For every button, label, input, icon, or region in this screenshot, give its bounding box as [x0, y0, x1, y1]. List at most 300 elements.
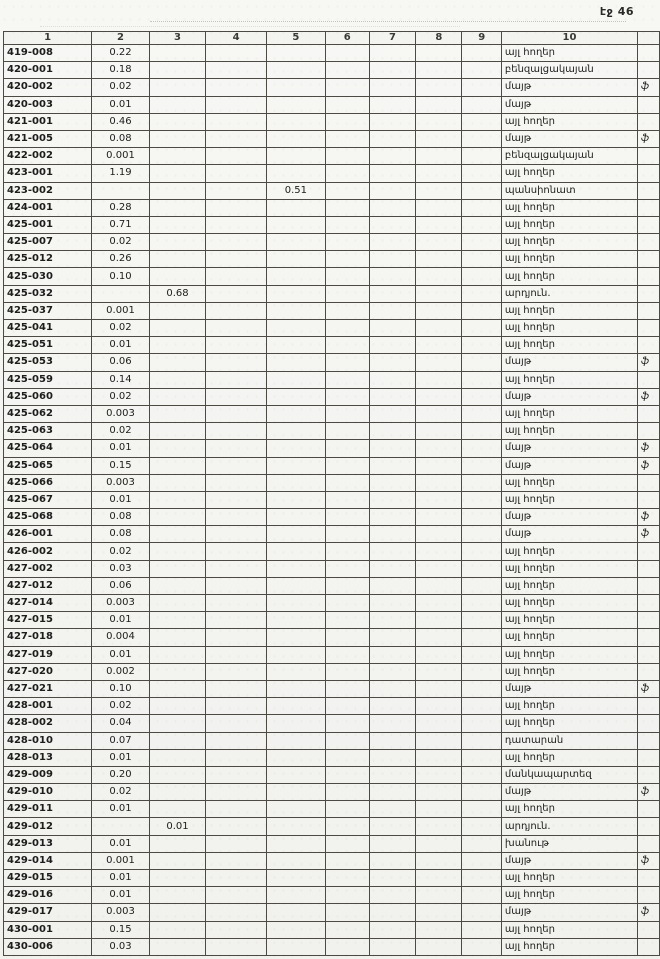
table-row: [4, 268, 660, 285]
table-row: [4, 96, 660, 113]
code-cell: 425-068: [4, 509, 92, 526]
empty-cell: [325, 646, 369, 663]
empty-cell: [416, 509, 462, 526]
code-cell: 421-005: [4, 130, 92, 147]
empty-cell: [462, 371, 501, 388]
margin-cell: [638, 148, 660, 165]
area-col3-cell: [149, 457, 205, 474]
area-col3-cell: [149, 199, 205, 216]
empty-cell: [325, 216, 369, 233]
margin-cell: [638, 749, 660, 766]
landuse-cell: այլ հողեր: [501, 560, 637, 577]
margin-cell: [638, 337, 660, 354]
empty-cell: [369, 62, 415, 79]
empty-cell: [416, 457, 462, 474]
empty-cell: [206, 337, 267, 354]
landuse-cell: մայթ: [501, 457, 637, 474]
table-row: [4, 784, 660, 801]
empty-cell: [206, 45, 267, 62]
empty-cell: [206, 784, 267, 801]
empty-cell: [325, 371, 369, 388]
empty-cell: [369, 577, 415, 594]
empty-cell: [206, 663, 267, 680]
area-col5-cell: [267, 612, 325, 629]
empty-cell: [462, 216, 501, 233]
table-row: [4, 921, 660, 938]
empty-cell: [206, 113, 267, 130]
empty-cell: [416, 130, 462, 147]
empty-cell: [206, 216, 267, 233]
empty-cell: [416, 870, 462, 887]
empty-cell: [462, 388, 501, 405]
landuse-cell: մայթ: [501, 509, 637, 526]
margin-cell: [638, 543, 660, 560]
empty-cell: [416, 79, 462, 96]
empty-cell: [325, 113, 369, 130]
empty-cell: [416, 560, 462, 577]
area-col3-cell: [149, 801, 205, 818]
empty-cell: [462, 268, 501, 285]
code-cell: 425-051: [4, 337, 92, 354]
empty-cell: [369, 904, 415, 921]
empty-cell: [325, 749, 369, 766]
table-row: [4, 182, 660, 199]
area-col2-cell: 0.14: [92, 371, 150, 388]
area-col3-cell: [149, 629, 205, 646]
landuse-cell: արդյուն.: [501, 818, 637, 835]
table-row: [4, 474, 660, 491]
empty-cell: [416, 337, 462, 354]
table-row: [4, 130, 660, 147]
code-cell: 425-062: [4, 405, 92, 422]
area-col5-cell: 0.51: [267, 182, 325, 199]
landuse-cell: այլ հողեր: [501, 216, 637, 233]
area-col3-cell: [149, 749, 205, 766]
landuse-cell: մայթ: [501, 388, 637, 405]
empty-cell: [206, 354, 267, 371]
code-cell: 429-010: [4, 784, 92, 801]
area-col3-cell: [149, 251, 205, 268]
landuse-cell: այլ հողեր: [501, 870, 637, 887]
empty-cell: [369, 45, 415, 62]
table-header: [4, 32, 660, 45]
area-col2-cell: 0.15: [92, 457, 150, 474]
empty-cell: [206, 818, 267, 835]
empty-cell: [325, 234, 369, 251]
empty-cell: [462, 440, 501, 457]
code-cell: 429-012: [4, 818, 92, 835]
landuse-cell: այլ հողեր: [501, 302, 637, 319]
area-col5-cell: [267, 870, 325, 887]
landuse-cell: այլ հողեր: [501, 234, 637, 251]
area-col5-cell: [267, 423, 325, 440]
area-col5-cell: [267, 801, 325, 818]
area-col2-cell: 0.06: [92, 577, 150, 594]
empty-cell: [206, 165, 267, 182]
area-col2-cell: 0.04: [92, 715, 150, 732]
landuse-cell: դատարան: [501, 732, 637, 749]
area-col5-cell: [267, 749, 325, 766]
empty-cell: [462, 491, 501, 508]
handwritten-margin-note: ֆ: [638, 440, 660, 457]
code-cell: 429-015: [4, 870, 92, 887]
scan-artifact: [40, 26, 460, 27]
handwritten-margin-note: ֆ: [638, 526, 660, 543]
column-header: 1: [4, 32, 92, 45]
area-col5-cell: [267, 79, 325, 96]
empty-cell: [325, 560, 369, 577]
table-row: [4, 388, 660, 405]
empty-cell: [325, 612, 369, 629]
code-cell: 425-037: [4, 302, 92, 319]
empty-cell: [369, 835, 415, 852]
scan-artifact: [150, 21, 626, 22]
table-row: [4, 595, 660, 612]
column-header: 9: [462, 32, 501, 45]
table-row: [4, 113, 660, 130]
area-col3-cell: [149, 870, 205, 887]
empty-cell: [416, 388, 462, 405]
area-col5-cell: [267, 405, 325, 422]
landuse-cell: մայթ: [501, 526, 637, 543]
empty-cell: [369, 680, 415, 697]
empty-cell: [369, 629, 415, 646]
margin-cell: [638, 62, 660, 79]
landuse-cell: մայթ: [501, 354, 637, 371]
code-cell: 429-009: [4, 766, 92, 783]
area-col3-cell: [149, 62, 205, 79]
landuse-cell: մայթ: [501, 440, 637, 457]
empty-cell: [206, 302, 267, 319]
empty-cell: [462, 663, 501, 680]
table-row: [4, 457, 660, 474]
area-col3-cell: [149, 887, 205, 904]
empty-cell: [462, 474, 501, 491]
area-col5-cell: [267, 371, 325, 388]
area-col3-cell: [149, 423, 205, 440]
landuse-cell: պանսիոնատ: [501, 182, 637, 199]
empty-cell: [416, 663, 462, 680]
area-col2-cell: 1.19: [92, 165, 150, 182]
empty-cell: [325, 45, 369, 62]
landuse-cell: այլ հողեր: [501, 715, 637, 732]
table-row: [4, 354, 660, 371]
margin-cell: [638, 251, 660, 268]
table-body: [4, 45, 660, 956]
area-col2-cell: 0.003: [92, 595, 150, 612]
empty-cell: [369, 405, 415, 422]
empty-cell: [462, 302, 501, 319]
empty-cell: [416, 354, 462, 371]
area-col5-cell: [267, 835, 325, 852]
empty-cell: [416, 938, 462, 955]
table-row: [4, 698, 660, 715]
empty-cell: [206, 285, 267, 302]
empty-cell: [325, 251, 369, 268]
empty-cell: [416, 251, 462, 268]
table-row: [4, 234, 660, 251]
empty-cell: [206, 251, 267, 268]
empty-cell: [369, 302, 415, 319]
empty-cell: [369, 818, 415, 835]
handwritten-margin-note: ֆ: [638, 388, 660, 405]
empty-cell: [206, 320, 267, 337]
area-col3-cell: [149, 96, 205, 113]
landuse-cell: այլ հողեր: [501, 663, 637, 680]
code-cell: 428-010: [4, 732, 92, 749]
area-col3-cell: [149, 45, 205, 62]
empty-cell: [325, 130, 369, 147]
table-row: [4, 302, 660, 319]
table-row: [4, 629, 660, 646]
code-cell: 425-065: [4, 457, 92, 474]
area-col3-cell: [149, 130, 205, 147]
area-col2-cell: 0.01: [92, 612, 150, 629]
area-col2-cell: 0.08: [92, 509, 150, 526]
landuse-cell: այլ հողեր: [501, 251, 637, 268]
empty-cell: [206, 852, 267, 869]
empty-cell: [462, 818, 501, 835]
area-col2-cell: 0.26: [92, 251, 150, 268]
area-col2-cell: 0.01: [92, 887, 150, 904]
area-col5-cell: [267, 148, 325, 165]
empty-cell: [416, 302, 462, 319]
column-header: 5: [267, 32, 325, 45]
empty-cell: [416, 491, 462, 508]
landuse-cell: այլ հողեր: [501, 45, 637, 62]
empty-cell: [325, 629, 369, 646]
landuse-cell: մանկապարտեզ: [501, 766, 637, 783]
area-col2-cell: 0.02: [92, 79, 150, 96]
margin-cell: [638, 474, 660, 491]
empty-cell: [206, 388, 267, 405]
empty-cell: [325, 302, 369, 319]
area-col5-cell: [267, 938, 325, 955]
empty-cell: [416, 715, 462, 732]
margin-cell: [638, 491, 660, 508]
empty-cell: [369, 663, 415, 680]
area-col3-cell: [149, 663, 205, 680]
area-col3-cell: [149, 595, 205, 612]
empty-cell: [325, 337, 369, 354]
code-cell: 425-053: [4, 354, 92, 371]
empty-cell: [369, 715, 415, 732]
area-col5-cell: [267, 646, 325, 663]
area-col3-cell: [149, 165, 205, 182]
empty-cell: [369, 852, 415, 869]
code-cell: 427-014: [4, 595, 92, 612]
empty-cell: [206, 680, 267, 697]
table-row: [4, 405, 660, 422]
landuse-cell: այլ հողեր: [501, 612, 637, 629]
margin-cell: [638, 32, 660, 45]
empty-cell: [206, 938, 267, 955]
empty-cell: [462, 182, 501, 199]
empty-cell: [416, 801, 462, 818]
empty-cell: [325, 405, 369, 422]
area-col3-cell: [149, 904, 205, 921]
empty-cell: [325, 595, 369, 612]
empty-cell: [416, 320, 462, 337]
landuse-cell: մայթ: [501, 79, 637, 96]
area-col3-cell: [149, 320, 205, 337]
margin-cell: [638, 870, 660, 887]
area-col2-cell: 0.003: [92, 904, 150, 921]
empty-cell: [325, 148, 369, 165]
empty-cell: [416, 852, 462, 869]
area-col3-cell: [149, 612, 205, 629]
landuse-cell: այլ հողեր: [501, 629, 637, 646]
landuse-cell: մայթ: [501, 680, 637, 697]
empty-cell: [369, 423, 415, 440]
area-col5-cell: [267, 560, 325, 577]
empty-cell: [369, 130, 415, 147]
area-col3-cell: [149, 732, 205, 749]
area-col2-cell: 0.01: [92, 440, 150, 457]
empty-cell: [416, 423, 462, 440]
empty-cell: [206, 870, 267, 887]
margin-cell: [638, 234, 660, 251]
area-col2-cell: 0.01: [92, 801, 150, 818]
empty-cell: [206, 732, 267, 749]
empty-cell: [369, 440, 415, 457]
code-cell: 425-001: [4, 216, 92, 233]
empty-cell: [416, 766, 462, 783]
empty-cell: [462, 938, 501, 955]
empty-cell: [416, 577, 462, 594]
area-col5-cell: [267, 474, 325, 491]
empty-cell: [416, 921, 462, 938]
empty-cell: [206, 526, 267, 543]
empty-cell: [462, 646, 501, 663]
landuse-cell: այլ հողեր: [501, 423, 637, 440]
area-col3-cell: [149, 509, 205, 526]
area-col5-cell: [267, 852, 325, 869]
empty-cell: [369, 251, 415, 268]
area-col5-cell: [267, 577, 325, 594]
code-cell: 427-018: [4, 629, 92, 646]
table-row: [4, 251, 660, 268]
empty-cell: [416, 165, 462, 182]
area-col2-cell: 0.002: [92, 663, 150, 680]
empty-cell: [462, 285, 501, 302]
code-cell: 427-021: [4, 680, 92, 697]
area-col2-cell: 0.02: [92, 698, 150, 715]
empty-cell: [325, 835, 369, 852]
area-col5-cell: [267, 457, 325, 474]
table-row: [4, 79, 660, 96]
area-col2-cell: 0.01: [92, 96, 150, 113]
empty-cell: [416, 216, 462, 233]
table-row: [4, 320, 660, 337]
area-col2-cell: 0.15: [92, 921, 150, 938]
empty-cell: [369, 801, 415, 818]
area-col3-cell: [149, 234, 205, 251]
empty-cell: [416, 904, 462, 921]
landuse-cell: բենզալցակայան: [501, 148, 637, 165]
area-col2-cell: 0.001: [92, 852, 150, 869]
table-row: [4, 148, 660, 165]
empty-cell: [325, 320, 369, 337]
area-col3-cell: [149, 835, 205, 852]
empty-cell: [416, 182, 462, 199]
table-row: [4, 612, 660, 629]
empty-cell: [462, 852, 501, 869]
landuse-cell: այլ հողեր: [501, 165, 637, 182]
empty-cell: [462, 526, 501, 543]
empty-cell: [206, 474, 267, 491]
area-col5-cell: [267, 663, 325, 680]
area-col3-cell: [149, 216, 205, 233]
empty-cell: [325, 285, 369, 302]
area-col3-cell: [149, 646, 205, 663]
empty-cell: [369, 870, 415, 887]
empty-cell: [369, 749, 415, 766]
area-col2-cell: 0.01: [92, 835, 150, 852]
area-col5-cell: [267, 285, 325, 302]
area-col2-cell: 0.06: [92, 354, 150, 371]
empty-cell: [416, 784, 462, 801]
table-row: [4, 835, 660, 852]
area-col2-cell: 0.08: [92, 526, 150, 543]
empty-cell: [206, 96, 267, 113]
area-col2-cell: 0.02: [92, 234, 150, 251]
empty-cell: [325, 577, 369, 594]
area-col5-cell: [267, 268, 325, 285]
area-col2-cell: 0.07: [92, 732, 150, 749]
empty-cell: [369, 474, 415, 491]
empty-cell: [462, 577, 501, 594]
empty-cell: [462, 130, 501, 147]
area-col5-cell: [267, 199, 325, 216]
area-col3-cell: [149, 302, 205, 319]
empty-cell: [416, 835, 462, 852]
area-col2-cell: 0.02: [92, 784, 150, 801]
area-col2-cell: 0.02: [92, 423, 150, 440]
code-cell: 421-001: [4, 113, 92, 130]
area-col3-cell: 0.01: [149, 818, 205, 835]
empty-cell: [416, 234, 462, 251]
margin-cell: [638, 938, 660, 955]
empty-cell: [325, 388, 369, 405]
area-col2-cell: 0.01: [92, 646, 150, 663]
code-cell: 420-002: [4, 79, 92, 96]
empty-cell: [325, 268, 369, 285]
empty-cell: [462, 560, 501, 577]
landuse-cell: մայթ: [501, 96, 637, 113]
margin-cell: [638, 835, 660, 852]
area-col5-cell: [267, 354, 325, 371]
area-col5-cell: [267, 165, 325, 182]
handwritten-margin-note: ֆ: [638, 354, 660, 371]
empty-cell: [206, 509, 267, 526]
empty-cell: [462, 680, 501, 697]
empty-cell: [325, 440, 369, 457]
empty-cell: [462, 870, 501, 887]
area-col2-cell: 0.22: [92, 45, 150, 62]
area-col5-cell: [267, 388, 325, 405]
empty-cell: [325, 904, 369, 921]
empty-cell: [369, 320, 415, 337]
empty-cell: [206, 457, 267, 474]
area-col2-cell: 0.003: [92, 405, 150, 422]
area-col3-cell: [149, 113, 205, 130]
area-col5-cell: [267, 62, 325, 79]
table-row: [4, 440, 660, 457]
empty-cell: [206, 440, 267, 457]
table-row: [4, 852, 660, 869]
area-col2-cell: 0.01: [92, 749, 150, 766]
